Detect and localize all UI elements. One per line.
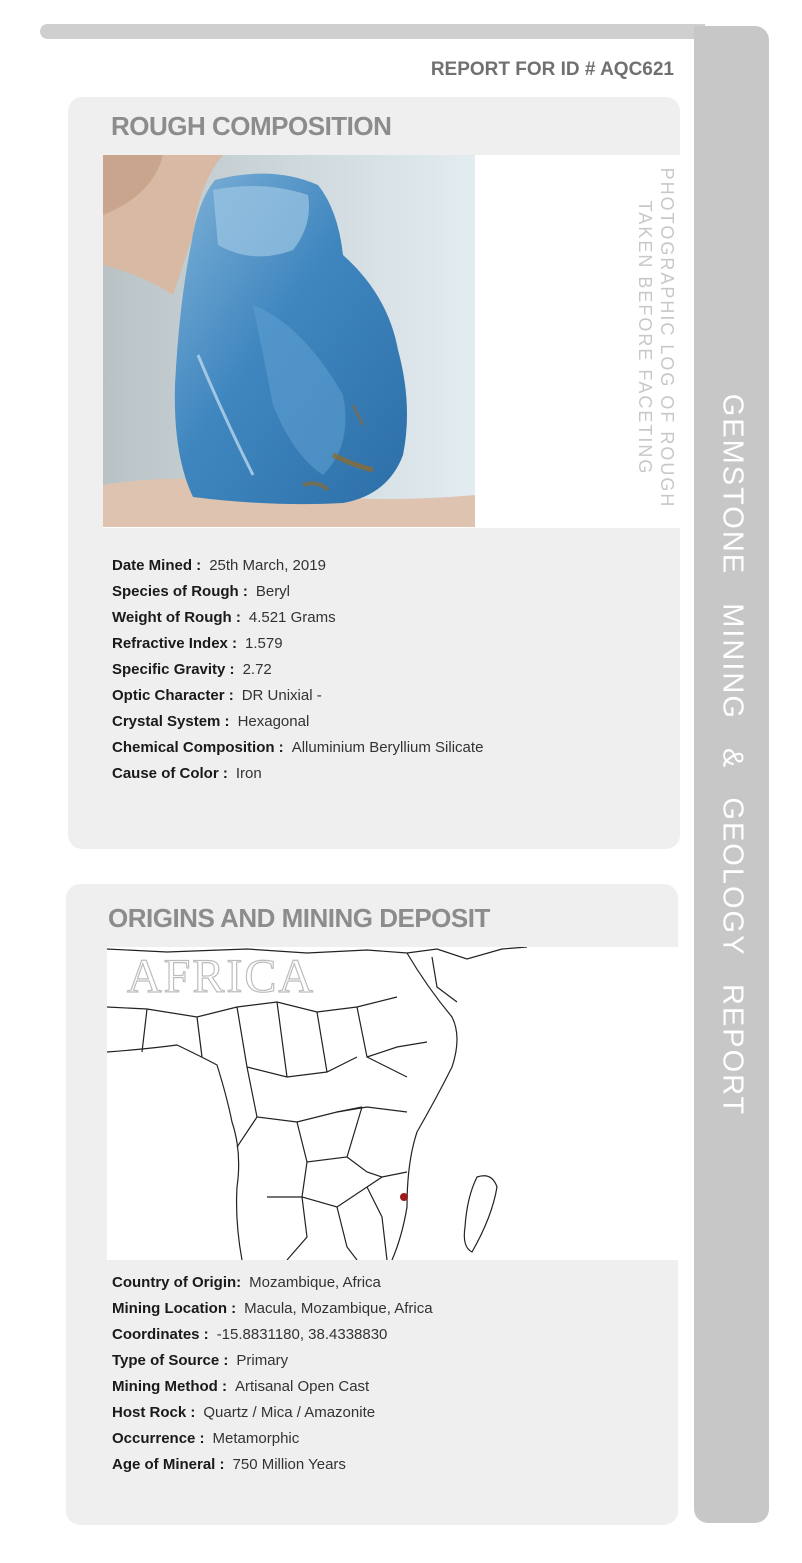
field-row — [112, 608, 483, 634]
field-label: Refractive Index : — [112, 635, 238, 652]
field-row — [112, 712, 483, 738]
africa-map — [107, 947, 527, 1260]
field-row — [112, 1351, 433, 1377]
field-row — [112, 1429, 433, 1455]
top-bar — [40, 24, 705, 39]
field-label: Mining Method : — [112, 1378, 227, 1395]
report-id: REPORT FOR ID # AQC621 — [430, 59, 674, 80]
origin-fields — [112, 1273, 433, 1481]
field-label: Occurrence : — [112, 1430, 205, 1447]
field-value: Primary — [236, 1352, 289, 1369]
field-row — [112, 1455, 433, 1481]
field-value: Hexagonal — [237, 713, 310, 730]
field-value: Iron — [235, 765, 262, 782]
field-row — [112, 1325, 433, 1351]
rough-gemstone-photo — [103, 155, 475, 527]
field-row — [112, 582, 483, 608]
location-marker — [400, 1193, 408, 1201]
photo-caption — [634, 168, 678, 509]
field-value: Mozambique, Africa — [249, 1274, 381, 1291]
field-value: DR Unixial - — [241, 687, 322, 704]
rough-fields — [112, 556, 483, 790]
field-value: 1.579 — [245, 635, 283, 652]
field-row — [112, 634, 483, 660]
field-value: Beryl — [255, 583, 291, 600]
origins-title: ORIGINS AND MINING DEPOSIT — [108, 903, 490, 933]
field-label: Optic Character : — [112, 687, 234, 704]
field-value: 25th March, 2019 — [209, 557, 326, 574]
field-row — [112, 556, 483, 582]
field-value: Quartz / Mica / Amazonite — [203, 1404, 376, 1421]
field-label: Species of Rough : — [112, 583, 248, 600]
field-value: Artisanal Open Cast — [234, 1378, 370, 1395]
field-label: Crystal System : — [112, 713, 230, 730]
field-label: Chemical Composition : — [112, 739, 284, 756]
field-row — [112, 1273, 433, 1299]
field-row — [112, 738, 483, 764]
field-value: 2.72 — [242, 661, 272, 678]
field-row — [112, 1299, 433, 1325]
field-row — [112, 1377, 433, 1403]
field-label: Age of Mineral : — [112, 1456, 225, 1473]
field-value: Alluminium Beryllium Silicate — [291, 739, 484, 756]
field-value: 750 Million Years — [232, 1456, 346, 1473]
field-row — [112, 686, 483, 712]
map-label: AFRICA — [127, 950, 316, 1003]
field-row — [112, 1403, 433, 1429]
field-label: Weight of Rough : — [112, 609, 241, 626]
field-label: Cause of Color : — [112, 765, 228, 782]
sidebar-title: GEMSTONE MINING & GEOLOGY REPORT — [716, 393, 749, 1117]
rough-composition-title: ROUGH COMPOSITION — [111, 111, 392, 141]
field-label: Type of Source : — [112, 1352, 229, 1369]
field-label: Coordinates : — [112, 1326, 209, 1343]
field-value: Macula, Mozambique, Africa — [244, 1300, 433, 1317]
field-label: Date Mined : — [112, 557, 202, 574]
photo-caption-line-1: PHOTOGRAPHIC LOG OF ROUGH — [657, 167, 677, 509]
field-row — [112, 660, 483, 686]
photo-caption-line-2: TAKEN BEFORE FACETING — [635, 200, 655, 476]
field-value: 4.521 Grams — [248, 609, 336, 626]
field-value: Metamorphic — [212, 1430, 300, 1447]
field-label: Host Rock : — [112, 1404, 196, 1421]
field-value: -15.8831180, 38.4338830 — [216, 1326, 388, 1343]
field-label: Mining Location : — [112, 1300, 237, 1317]
field-row — [112, 764, 483, 790]
field-label: Specific Gravity : — [112, 661, 235, 678]
field-label: Country of Origin: — [112, 1274, 242, 1291]
